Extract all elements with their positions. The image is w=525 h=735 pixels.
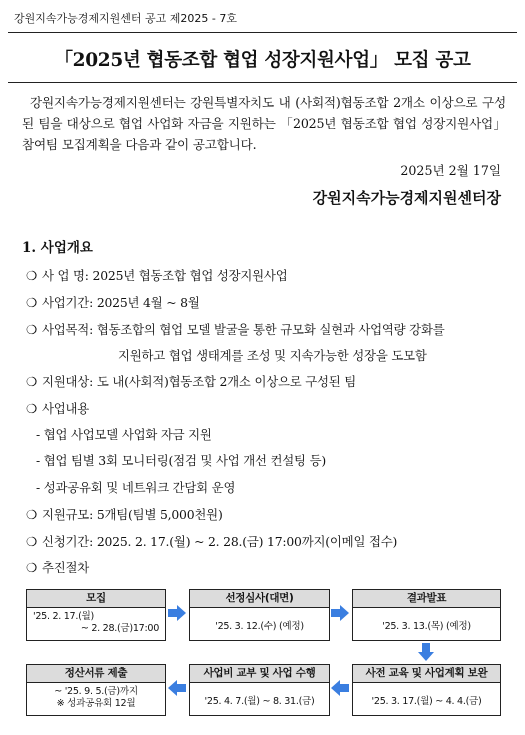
item-value: 2025. 2. 17.(월) ~ 2. 28.(금) 17:00까지(이메일 접수)	[96, 534, 398, 549]
flow-step-date: ~ '25. 9. 5.(금)까지	[54, 686, 138, 697]
item-value: 도 내(사회적)협동조합 2개소 이상으로 구성된 팀	[96, 374, 357, 389]
bullet-icon: ❍	[26, 268, 37, 283]
item-label: 사업목적:	[42, 322, 94, 337]
item-target	[26, 372, 356, 390]
flow-step-title: 결과발표	[353, 590, 500, 608]
flow-step-date: '25. 3. 12.(수) (예정)	[215, 621, 304, 632]
arrow-left-icon	[331, 680, 349, 696]
section-heading: 1. 사업개요	[22, 240, 93, 256]
item-value: 2025년 협동조합 협업 성장지원사업	[92, 268, 288, 283]
flow-step-date: '25. 2. 17.(월)	[33, 611, 94, 622]
arrow-down-icon	[418, 643, 434, 661]
item-value: 5개팀(팀별 5,000천원)	[96, 507, 223, 522]
bullet-icon: ❍	[26, 401, 37, 416]
item-label: 지원규모:	[42, 507, 94, 522]
arrow-right-icon	[168, 605, 186, 621]
flow-step-recruitment	[26, 589, 166, 641]
flow-step-title: 모집	[27, 590, 165, 608]
flow-step-execution	[189, 664, 330, 716]
bullet-icon: ❍	[26, 295, 37, 310]
title-rule	[8, 82, 517, 83]
flow-step-settlement	[26, 664, 166, 716]
arrow-right-icon	[331, 605, 349, 621]
bullet-icon: ❍	[26, 374, 37, 389]
flow-step-screening	[189, 589, 330, 641]
item-label: 사업기간:	[42, 295, 94, 310]
item-purpose	[26, 320, 445, 338]
top-rule	[8, 32, 517, 33]
flow-step-date: '25. 3. 17.(월) ~ 4. 4.(금)	[371, 696, 482, 707]
item-content	[26, 399, 89, 417]
item-value: 2025년 4월 ~ 8월	[96, 295, 200, 310]
arrow-left-icon	[168, 680, 186, 696]
sub-item: - 협업 팀별 3회 모니터링(점검 및 사업 개선 컨설팅 등)	[36, 453, 326, 468]
bullet-icon: ❍	[26, 507, 37, 522]
item-purpose-continued: 지원하고 협업 생태계를 조성 및 지속가능한 성장을 도모함	[118, 348, 427, 363]
flow-step-date: '25. 3. 13.(목) (예정)	[382, 621, 471, 632]
sub-item: - 성과공유회 및 네트워크 간담회 운영	[36, 480, 236, 495]
flow-step-announcement	[352, 589, 501, 641]
item-procedure	[26, 558, 89, 576]
flow-step-title: 사전 교육 및 사업계획 보완	[353, 665, 500, 683]
item-label: 사 업 명:	[42, 268, 89, 283]
item-application-period	[26, 532, 397, 550]
sub-item: - 협업 사업모델 사업화 자금 지원	[36, 427, 212, 442]
notice-date: 2025년 2월 17일	[400, 163, 501, 178]
bullet-icon: ❍	[26, 322, 37, 337]
bullet-icon: ❍	[26, 534, 37, 549]
page-title: 「2025년 협동조합 협업 성장지원사업」 모집 공고	[54, 50, 471, 71]
flow-step-pre-education	[352, 664, 501, 716]
flow-step-title: 정산서류 제출	[27, 665, 165, 683]
item-label: 추진절차	[42, 560, 90, 575]
item-value: 협동조합의 협업 모델 발굴을 통한 규모화 실현과 사업역량 강화를	[96, 322, 445, 337]
flow-step-note: ※ 성과공유회 12월	[56, 698, 136, 709]
item-label: 신청기간:	[42, 534, 94, 549]
notice-number: 강원지속가능경제지원센터 공고 제2025 - 7호	[14, 12, 237, 25]
flow-step-date-end: ~ 2. 28.(금)17:00	[80, 623, 159, 634]
flow-step-title: 사업비 교부 및 사업 수행	[190, 665, 329, 683]
item-project-name	[26, 266, 287, 284]
item-label: 지원대상:	[42, 374, 94, 389]
bullet-icon: ❍	[26, 560, 37, 575]
flow-step-date: '25. 4. 7.(월) ~ 8. 31.(금)	[204, 696, 315, 707]
item-scale	[26, 505, 223, 523]
item-label: 사업내용	[42, 401, 90, 416]
intro-paragraph: 강원지속가능경제지원센터는 강원특별자치도 내 (사회적)협동조합 2개소 이상으로 구성된 팀을 대상으로 협업 사업화 자금을 지원하는 「2025년 협동조합 협업 성장지원사업」 참여팀 모집계획을 다음과 같이 공고합니다.	[22, 95, 506, 152]
item-period	[26, 293, 200, 311]
flow-step-title: 선정심사(대면)	[190, 590, 329, 608]
organization-name: 강원지속가능경제지원센터장	[312, 189, 501, 207]
